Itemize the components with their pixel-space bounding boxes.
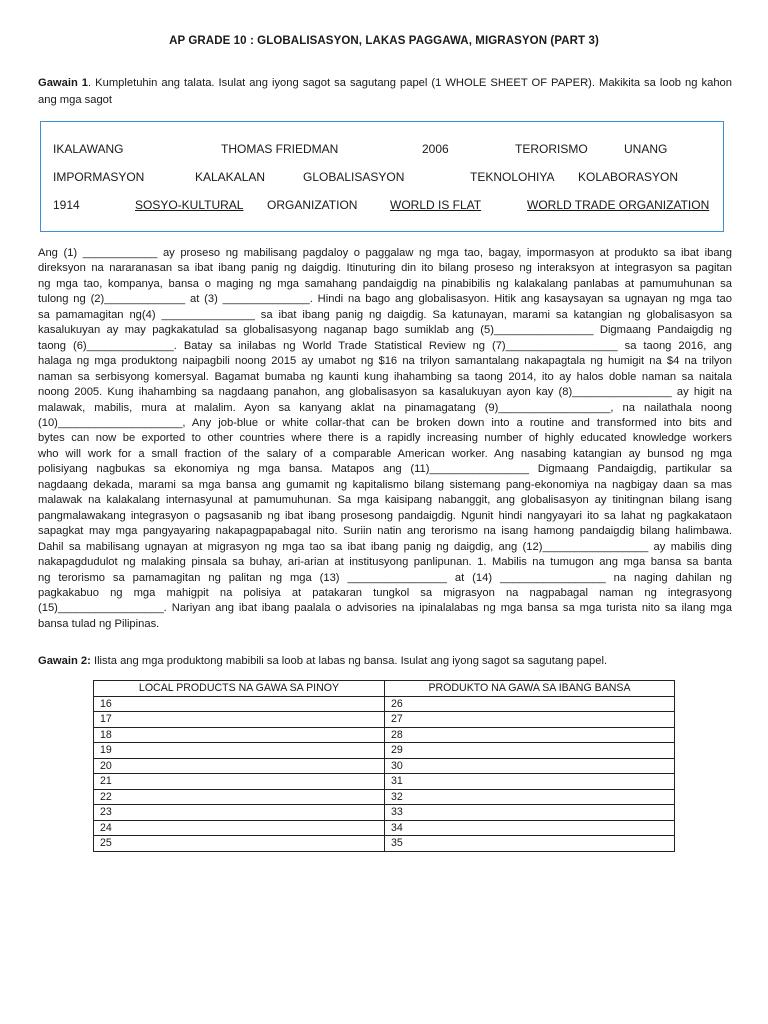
paragraph-line: halaga ng mga produktong naipagbili noong 2015 ay umabot ng $16 na trilyon samantalang nakapagtala ng humigit na $4 na trilyon	[38, 355, 732, 368]
paragraph-line: taong (6)______________. Batay sa inilabas ng World Trade Statistical Review ng (7)__________________ sa taong 2016, ang	[38, 339, 732, 352]
paragraph-line: bytes can now be exported to other countries where there is a rapidly increasing number of highly educated knowledge workers	[38, 432, 732, 445]
paragraph-line: sapagkat may mga pangyayaring nakapagpapabagal nito. Suriin natin ang terorismo na isang hamong pandaigdig bilang halimbawa.	[38, 525, 732, 538]
paragraph-line: polisiyang nagbukas sa ekonomiya ng mga bansa. Matapos ang (11)________________ Digmaang Pandaigdig, partikular sa	[38, 463, 732, 476]
paragraph-line: naman sa serbisyong komersyal. Bagamat bumaba ng kaunti kung ihahambing sa taong 2014, ito ay halos doble naman sa naitala	[38, 370, 732, 383]
word-choice: IMPORMASYON	[53, 170, 145, 184]
table-row	[94, 727, 675, 743]
foreign-product-cell: 30	[385, 758, 675, 774]
fill-in-paragraph	[38, 246, 732, 632]
paragraph-line: kasalukuyan ay may pagkakatulad sa globalisasyong naganap bago sumiklab ang (5)________________ Digmaang Pandaigdig ng	[38, 324, 732, 337]
paragraph-line: who will work for a small fraction of the salary of a comparable American worker. Ang nasabing katangian ay bunsod ng mga	[38, 447, 732, 460]
foreign-product-cell: 26	[385, 696, 675, 712]
table-header-row	[94, 681, 675, 697]
paragraph-line: pagkakabuo ng mga mahigpit na polisiya at patakaran tungkol sa migrasyon na nagpabagal naman ng integrasyong	[38, 586, 732, 599]
foreign-product-cell: 29	[385, 743, 675, 759]
word-choice: TEKNOLOHIYA	[470, 170, 555, 184]
local-product-cell: 19	[94, 743, 385, 759]
word-choice: WORLD IS FLAT	[390, 198, 482, 212]
foreign-product-cell: 32	[385, 789, 675, 805]
paragraph-line: ng mga tao, kompanya, bansa o maging ng mga samahang pandaigdig na pinabibilis ng kalakalang panlabas at pamumuhunan sa	[38, 277, 732, 290]
paragraph-line: pangmalawakang integrasyon o pagsasanib ng ibat ibang prosesong pandaigdig. Ngunit hindi nangyayari ito sa lahat ng pagkakataon	[38, 509, 732, 522]
gawain1-instructions	[38, 75, 732, 108]
local-product-cell: 17	[94, 712, 385, 728]
gawain1-text: . Kumpletuhin ang talata. Isulat ang iyong sagot sa sagutang papel (1 WHOLE SHEET OF PAPER). Makikita sa loob ng kahon ang mga sagot	[38, 77, 732, 106]
word-choice: KOLABORASYON	[578, 170, 679, 184]
local-product-cell: 20	[94, 758, 385, 774]
paragraph-line: malawak na kalakalang internasyunal at pamumuhunan. Sa mga kaisipang nabanggit, ang globalisasyon ay tinitingnan bilang isang	[38, 494, 732, 507]
word-choice: TERORISMO	[515, 142, 588, 156]
gawain2-instructions	[38, 655, 732, 667]
table-row	[94, 743, 675, 759]
local-product-cell: 25	[94, 836, 385, 852]
column-header-local: LOCAL PRODUCTS NA GAWA SA PINOY	[94, 681, 385, 697]
products-table	[93, 680, 675, 852]
word-choice: SOSYO-KULTURAL	[135, 198, 244, 212]
local-product-cell: 24	[94, 820, 385, 836]
foreign-product-cell: 28	[385, 727, 675, 743]
foreign-product-cell: 31	[385, 774, 675, 790]
paragraph-line: sa pamamagitan ng(4) _______________ sa ibat ibang panig ng daigdig. Sa katunayan, marami sa katangian ng globalisasyon sa	[38, 308, 732, 321]
answer-word-box	[40, 121, 724, 232]
word-choice: ORGANIZATION	[267, 198, 358, 212]
page-title: AP GRADE 10 : GLOBALISASYON, LAKAS PAGGAWA, MIGRASYON (PART 3)	[169, 35, 599, 47]
paragraph-line: (15)_________________. Nariyan ang ibat ibang paalala o advisories na ipinalalabas ng mga bansa sa mga turista nito sa ilang mga	[38, 602, 732, 615]
paragraph-line: malawak, mabilis, mura at malalim. Ayon sa kanyang aklat na pinamagatang (9)__________________, na nailathala noong	[38, 401, 732, 414]
table-row	[94, 820, 675, 836]
word-choice: 1914	[53, 198, 80, 212]
table-row	[94, 774, 675, 790]
table-row	[94, 696, 675, 712]
paragraph-line: (10)____________________, Any job-blue or white collar-that can be broken down into a routine and transformed into bits and	[38, 416, 732, 429]
gawain1-label: Gawain 1	[38, 77, 89, 89]
paragraph-line: nakapagdudulot ng malaking pinsala sa buhay, ari-arian at institusyong panlipunan. 1. Mabilis na tumugon ang mga bansa sa banta	[38, 556, 732, 569]
paragraph-line: ng terorismo sa pamamagitan ng palitan ng mga (13) ________________ at (14) _________________ na naging dahilan ng	[38, 571, 732, 584]
word-choice: WORLD TRADE ORGANIZATION	[527, 198, 710, 212]
foreign-product-cell: 35	[385, 836, 675, 852]
paragraph-line: noong 2005. Kung ihahambing sa nagdaang panahon, ang globalisasyon sa kasalukuyan ayon kay (8)________________ ay higit na	[38, 386, 732, 399]
table-row	[94, 836, 675, 852]
paragraph-line: nagdaang dekada, marami sa mga bansa ang gumamit ng kapitalismo bilang sistemang pang-ekonomiya na nagbigay daan sa mas	[38, 478, 732, 491]
word-choice: 2006	[422, 142, 449, 156]
local-product-cell: 18	[94, 727, 385, 743]
word-choice: IKALAWANG	[53, 142, 124, 156]
foreign-product-cell: 27	[385, 712, 675, 728]
paragraph-line: Dahil sa mabilisang ugnayan at migrasyon ng mga tao sa ibat ibang panig ng daigdig, ang (12)_________________ ay mabilis ding	[38, 540, 732, 553]
table-row	[94, 758, 675, 774]
paragraph-line: bansa tulad ng Pilipinas.	[38, 617, 160, 630]
table-row	[94, 805, 675, 821]
local-product-cell: 22	[94, 789, 385, 805]
local-product-cell: 16	[94, 696, 385, 712]
table-row	[94, 712, 675, 728]
paragraph-line: Ang (1) ____________ ay proseso ng mabilisang pagdaloy o paggalaw ng mga tao, bagay, impormasyon at produkto sa ibat ibang	[38, 247, 732, 259]
gawain2-label: Gawain 2:	[38, 655, 91, 667]
paragraph-line: tulong ng (2)_____________ at (3) ______________. Hindi na bago ang globalisasyon. Hitik ang kasaysayan sa ugnayan ng mga tao	[38, 293, 732, 306]
paragraph-line: direksyon na nararanasan sa ibat ibang panig ng daigdig. Itinuturing din ito bilang proseso ng interaksyon at integrasyon sa pagitan	[38, 262, 732, 275]
local-product-cell: 23	[94, 805, 385, 821]
word-choice: KALAKALAN	[195, 170, 266, 184]
gawain2-text: Ilista ang mga produktong mabibili sa loob at labas ng bansa. Isulat ang iyong sagot sa sagutang papel.	[90, 655, 608, 667]
word-choice: THOMAS FRIEDMAN	[221, 142, 339, 156]
word-choice: GLOBALISASYON	[303, 170, 405, 184]
column-header-foreign: PRODUKTO NA GAWA SA IBANG BANSA	[385, 681, 675, 697]
foreign-product-cell: 33	[385, 805, 675, 821]
table-body	[94, 696, 675, 851]
local-product-cell: 21	[94, 774, 385, 790]
foreign-product-cell: 34	[385, 820, 675, 836]
table-row	[94, 789, 675, 805]
word-choice: UNANG	[624, 142, 668, 156]
